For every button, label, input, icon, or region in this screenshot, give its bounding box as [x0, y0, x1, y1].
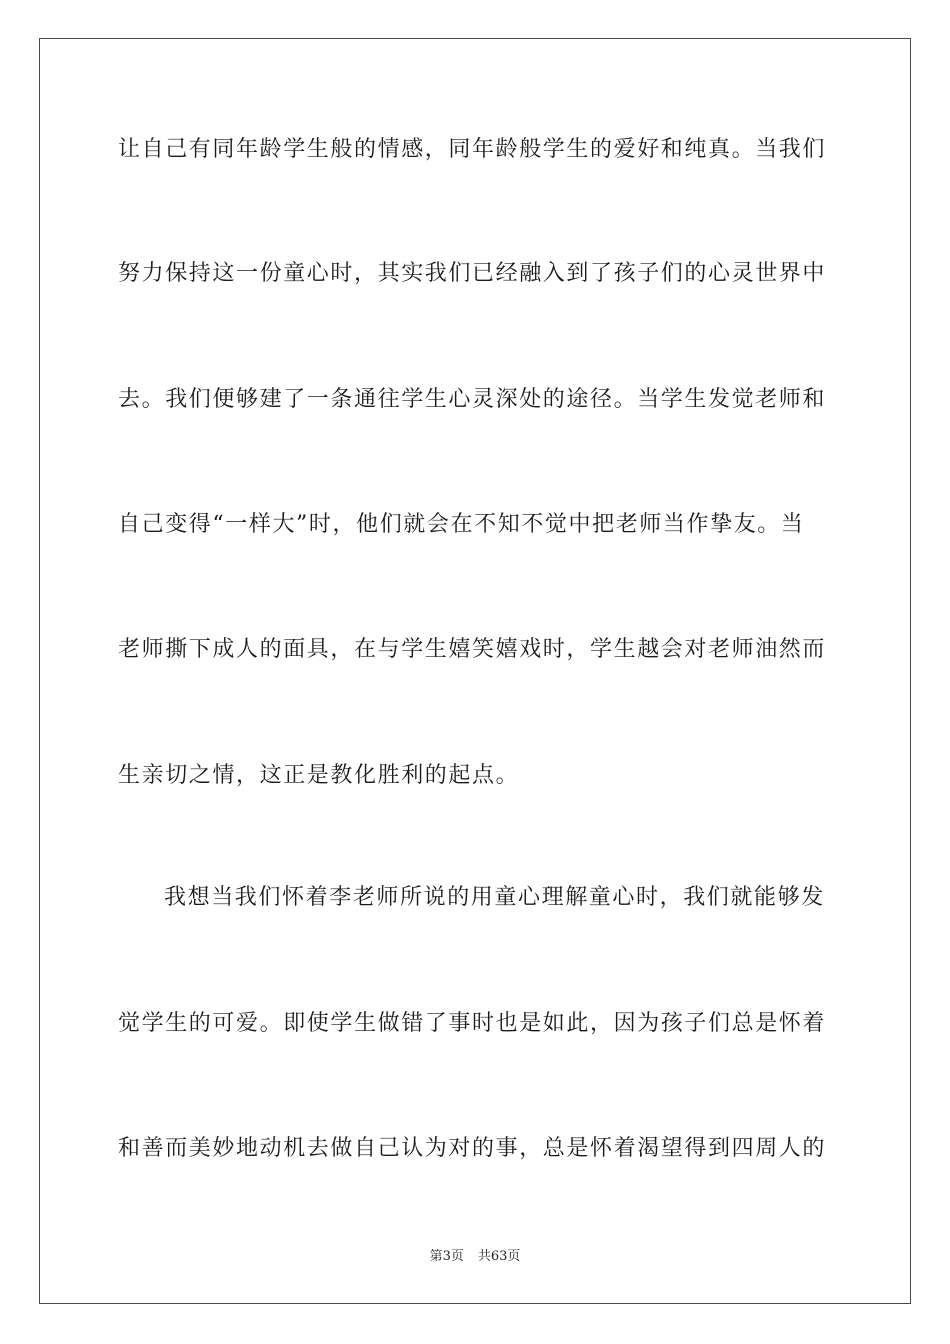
- body-line-2: 努力保持这一份童心时，其实我们已经融入到了孩子们的心灵世界中: [118, 261, 827, 286]
- body-line-5: 老师撕下成人的面具，在与学生嬉笑嬉戏时，学生越会对老师油然而: [118, 637, 827, 662]
- page-border: [39, 38, 911, 1304]
- body-line-3: 去。我们便够建了一条通往学生心灵深处的途径。当学生发觉老师和: [118, 387, 827, 412]
- body-line-1: 让自己有同年龄学生般的情感，同年龄般学生的爱好和纯真。当我们: [118, 137, 827, 162]
- body-line-8: 觉学生的可爱。即使学生做错了事时也是如此，因为孩子们总是怀着: [118, 1011, 827, 1036]
- body-line-4: 自己变得“一样大”时，他们就会在不知不觉中把老师当作挚友。当: [118, 512, 805, 537]
- body-line-9: 和善而美妙地动机去做自己认为对的事，总是怀着渴望得到四周人的: [118, 1136, 827, 1161]
- page-number-current: 第3页: [429, 1249, 464, 1264]
- body-line-7: 我想当我们怀着李老师所说的用童心理解童心时，我们就能够发: [164, 885, 825, 910]
- body-line-6: 生亲切之情，这正是教化胜利的起点。: [118, 763, 520, 788]
- page-footer: [0, 1248, 950, 1266]
- page-number-total: 共63页: [477, 1249, 521, 1264]
